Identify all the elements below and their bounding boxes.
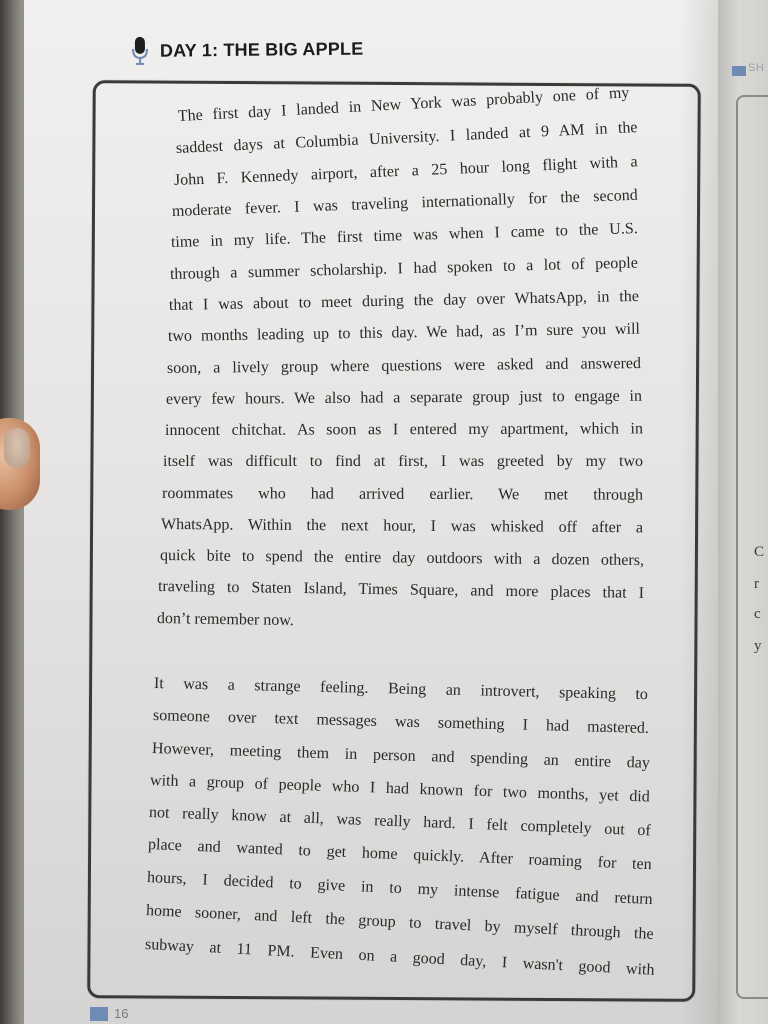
text-line: time in my life. The first time was when I came to the U.S. [170, 220, 639, 251]
text-line: home sooner, and left the group to travel by myself through the [145, 902, 654, 943]
text-line: WhatsApp. Within the next hour, I was whisked off after a [160, 516, 644, 537]
text-line: roommates who had arrived earlier. We met through [161, 485, 644, 504]
text-line: place and wanted to get home quickly. After roaming for ten [147, 836, 652, 874]
text-line: traveling to Staten Island, Times Square, and more places that I [157, 578, 645, 602]
text-line: saddest days at Columbia University. I landed at 9 AM in the [175, 119, 638, 157]
text-line: itself was difficult to find at first, I was greeted by my two [163, 453, 643, 470]
page-footer [90, 1006, 128, 1021]
book-left-edge [0, 0, 26, 1024]
page-number: 16 [114, 1006, 129, 1021]
text-line: that I was about to meet during the day over WhatsApp, in the [168, 287, 640, 314]
next-page-char: r [754, 576, 759, 592]
next-page-char: C [754, 544, 765, 560]
text-line: The first day I landed in New York was probably one of my [177, 84, 630, 125]
text-line: two months leading up to this day. We had, as I’m sure you will [167, 320, 641, 345]
next-page-square-icon [732, 66, 746, 76]
chapter-header [132, 32, 364, 68]
text-line: every few hours. We also had a separate group just to engage in [165, 387, 643, 408]
text-line: not really know at all, was really hard. I felt completely out of [148, 804, 652, 840]
microphone-icon [132, 36, 148, 66]
text-line: with a group of people who I had known for two months, yet did [149, 772, 651, 806]
chapter-title: DAY 1: THE BIG APPLE [159, 38, 364, 61]
text-line: through a summer scholarship. I had spoken to a lot of people [169, 254, 639, 283]
next-page-title-fragment: SH [748, 62, 765, 74]
text-line: quick bite to spend the entire day outdoors with a dozen others, [159, 547, 645, 570]
text-line: subway at 11 PM. Even on a good day, I wasn't good with [144, 936, 655, 979]
text-line: soon, a lively group where questions were asked and answered [166, 355, 642, 377]
text-line: However, meeting them in person and spending an entire day [151, 740, 651, 772]
thumbnail-nail [4, 428, 30, 468]
text-line: hours, I decided to give in to my intense fatigue and return [146, 869, 653, 909]
text-line: innocent chitchat. As soon as I entered my apartment, which in [164, 420, 644, 439]
text-line: It was a strange feeling. Being an introvert, speaking to [153, 675, 649, 704]
text-line: someone over text messages was something I had mastered. [152, 707, 650, 737]
text-line: John F. Kennedy airport, after a 25 hour long flight with a [173, 153, 638, 189]
text-line: don’t remember now. [156, 610, 294, 630]
page-number-square-icon [90, 1007, 108, 1021]
next-page-char: y [754, 638, 762, 654]
text-line: moderate fever. I was traveling internationally for the second [171, 186, 638, 220]
next-page-char: c [754, 606, 761, 622]
